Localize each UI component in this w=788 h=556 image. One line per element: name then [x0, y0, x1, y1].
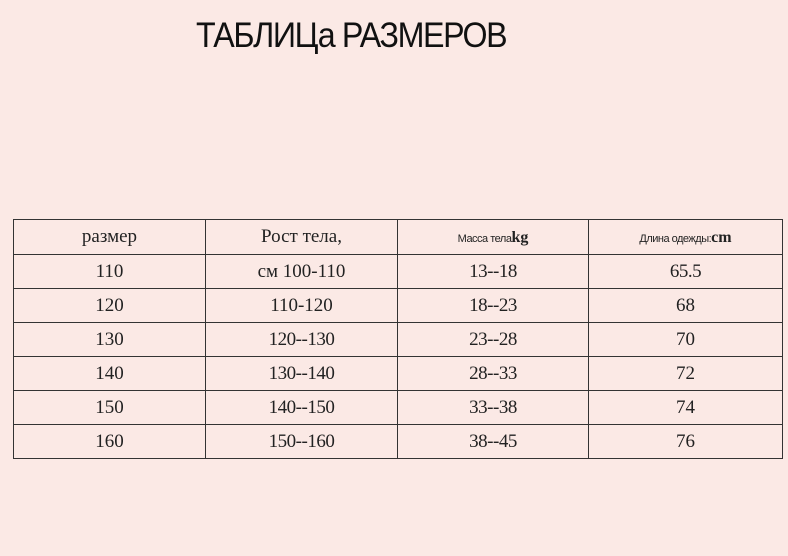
- header-weight-unit: kg: [511, 229, 529, 246]
- cell-height: 140--150: [206, 391, 398, 425]
- cell-weight: 33--38: [398, 391, 589, 425]
- header-weight-label: Масса тела: [457, 233, 512, 245]
- cell-size: 160: [14, 425, 206, 459]
- cell-length: 74: [589, 391, 783, 425]
- cell-weight: 38--45: [398, 425, 589, 459]
- cell-height: 110-120: [206, 289, 398, 323]
- header-weight: [398, 220, 589, 255]
- cell-height: 150--160: [206, 425, 398, 459]
- header-length: [589, 220, 783, 255]
- cell-height: 120--130: [206, 323, 398, 357]
- cell-weight: 18--23: [398, 289, 589, 323]
- cell-height: 130--140: [206, 357, 398, 391]
- cell-size: 140: [14, 357, 206, 391]
- cell-length: 68: [589, 289, 783, 323]
- cell-size: 150: [14, 391, 206, 425]
- cell-size: 130: [14, 323, 206, 357]
- header-size: размер: [14, 220, 206, 255]
- size-chart-table: [13, 219, 783, 459]
- table-header-row: [14, 220, 783, 255]
- table-row: [14, 255, 783, 289]
- cell-weight: 28--33: [398, 357, 589, 391]
- header-length-unit: cm: [711, 229, 732, 246]
- table-row: [14, 425, 783, 459]
- table-row: [14, 391, 783, 425]
- cell-length: 72: [589, 357, 783, 391]
- cell-size: 120: [14, 289, 206, 323]
- cell-length: 65.5: [589, 255, 783, 289]
- cell-height: см 100-110: [206, 255, 398, 289]
- table-row: [14, 357, 783, 391]
- table-row: [14, 323, 783, 357]
- header-height: Рост тела,: [206, 220, 398, 255]
- cell-length: 70: [589, 323, 783, 357]
- cell-weight: 13--18: [398, 255, 589, 289]
- page-title: ТАБЛИЦа РАЗМЕРОВ: [196, 16, 507, 55]
- cell-length: 76: [589, 425, 783, 459]
- header-length-label: Длина одежды:: [639, 233, 712, 245]
- cell-weight: 23--28: [398, 323, 589, 357]
- table-row: [14, 289, 783, 323]
- cell-size: 110: [14, 255, 206, 289]
